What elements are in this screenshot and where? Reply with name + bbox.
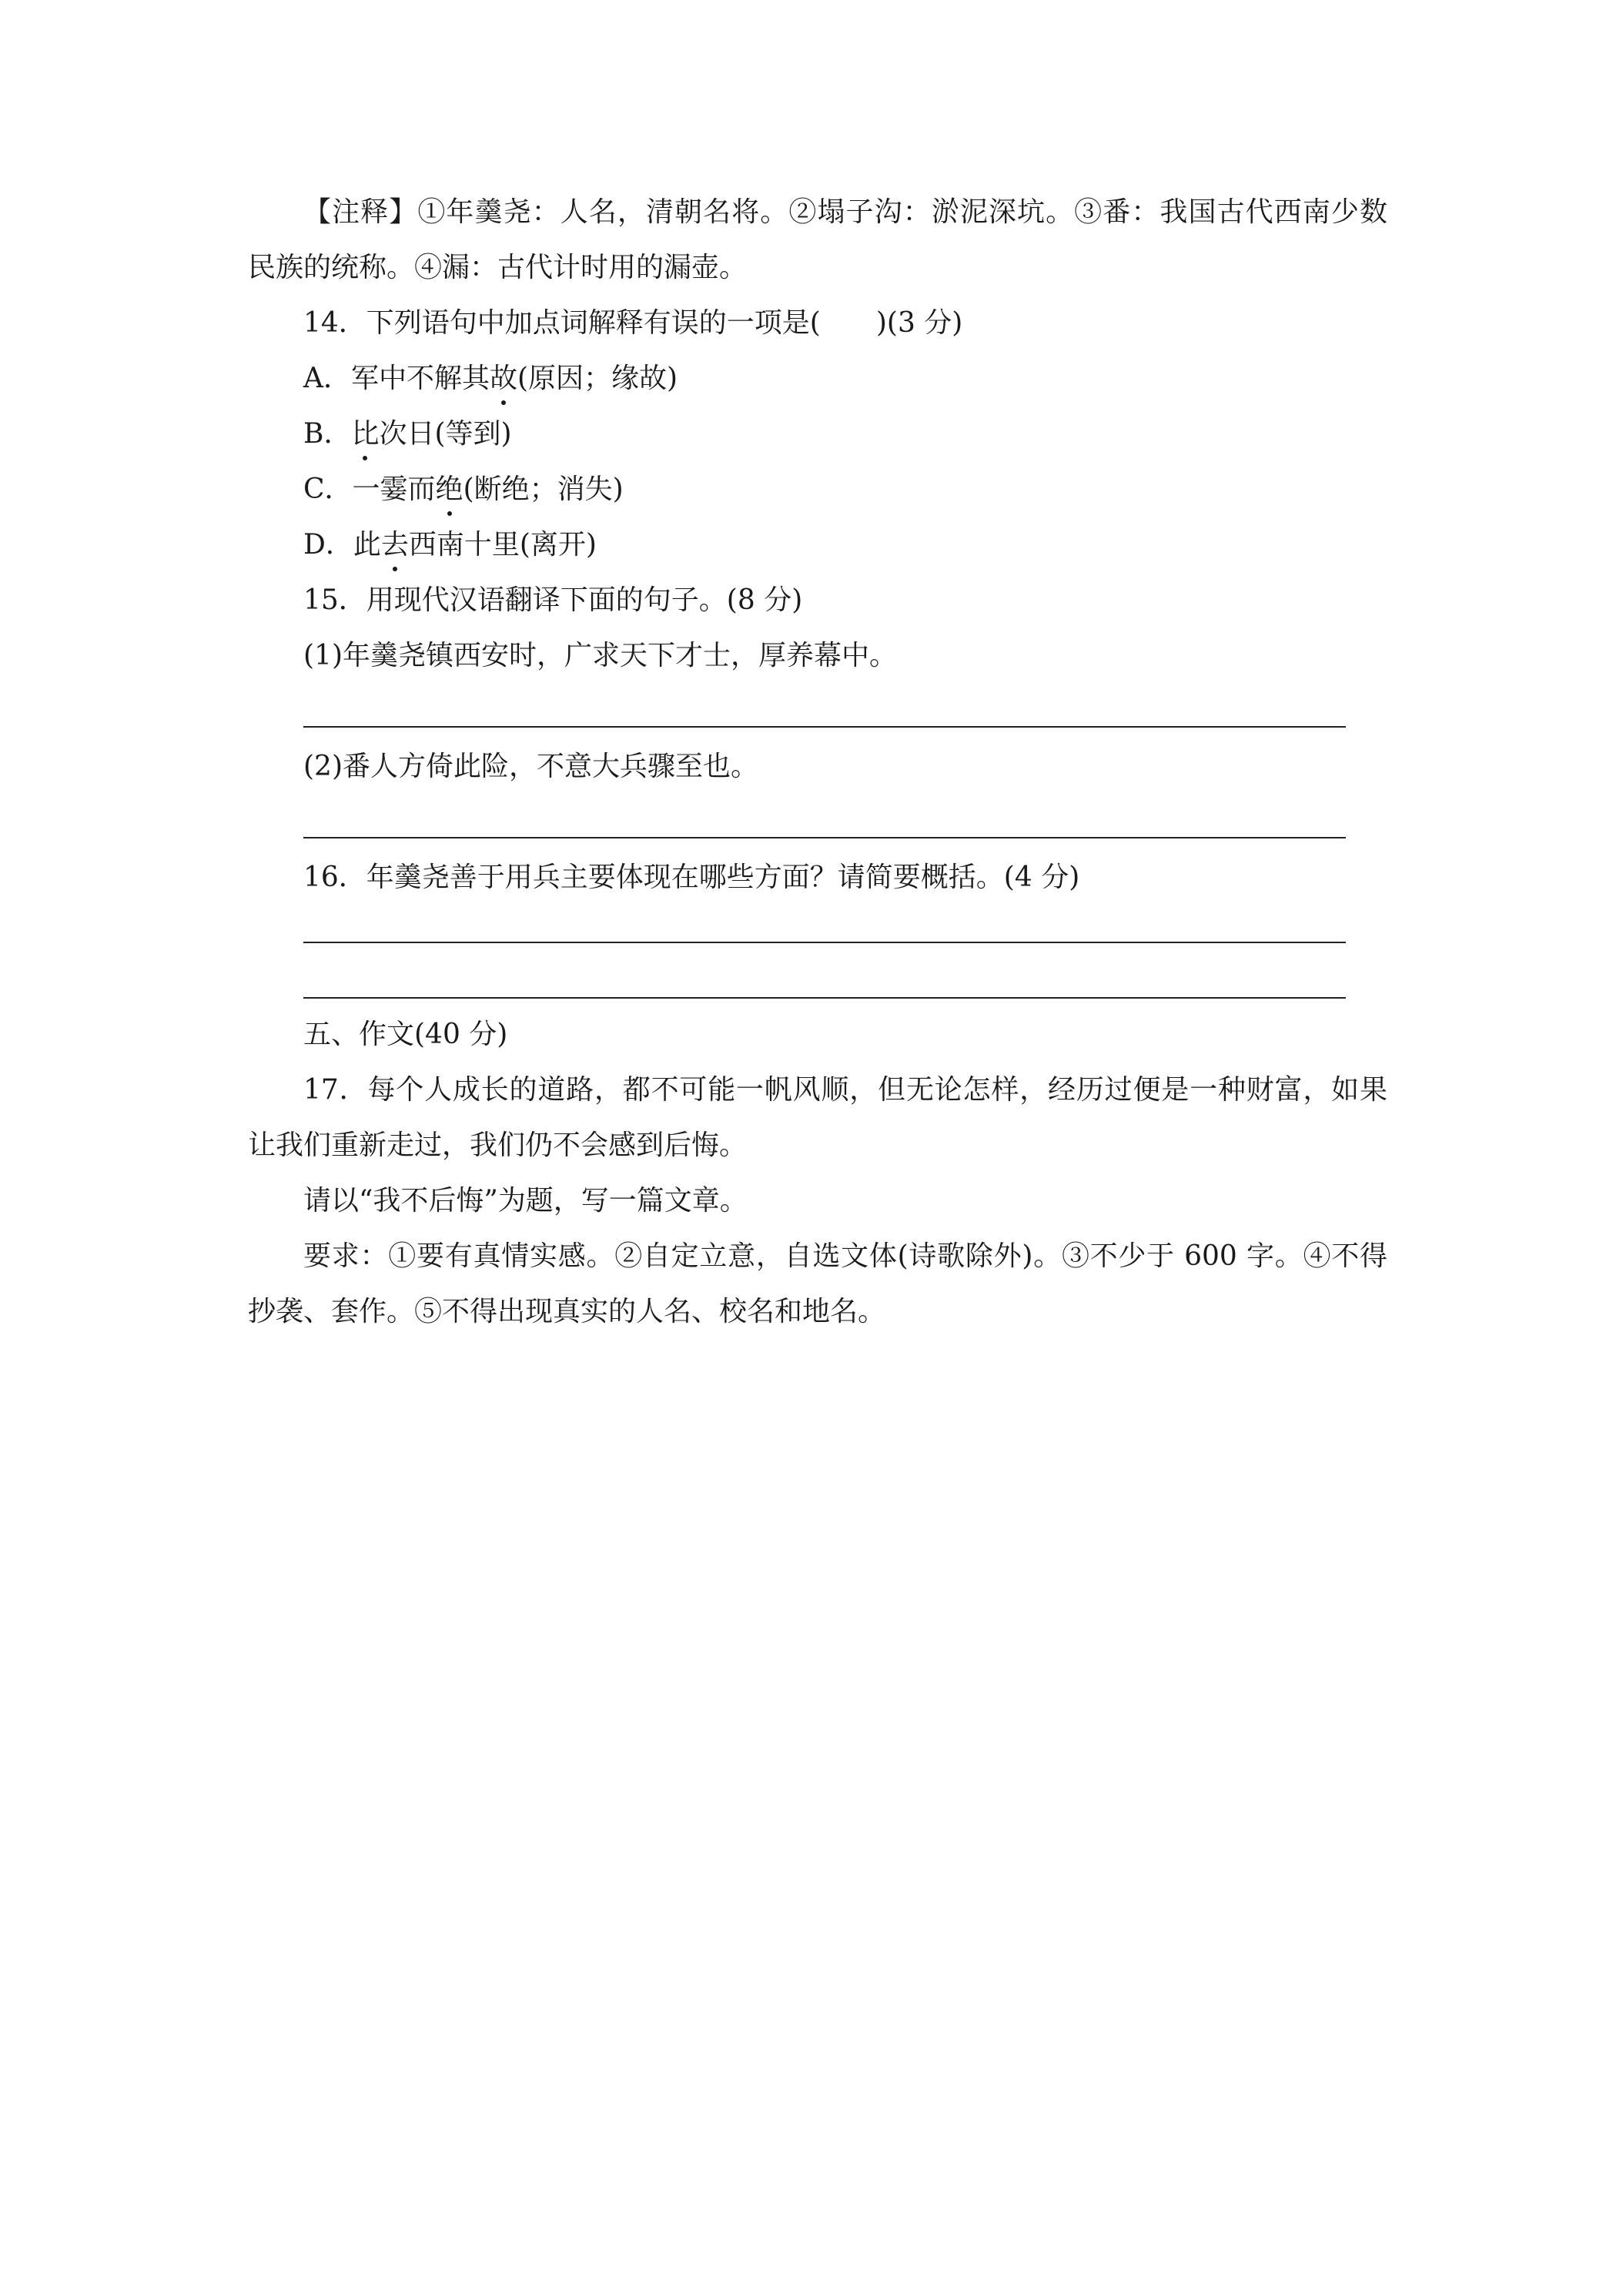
question-14-stem: 14．下列语句中加点词解释有误的一项是( )(3 分) [303, 307, 963, 339]
option-a-dotted-word: 故 [490, 360, 517, 397]
question-14-option-b [303, 416, 512, 453]
question-16-stem: 16．年羹尧善于用兵主要体现在哪些方面？请简要概括。(4 分) [303, 862, 1080, 893]
option-c-dotted-word: 绝 [436, 471, 463, 508]
question-15-sentence-1: (1)年羹尧镇西安时，广求天下才士，厚养幕中。 [303, 640, 897, 671]
question-15-sentence-2: (2)番人方倚此险，不意大兵骤至也。 [303, 751, 758, 782]
answer-line-16-1[interactable] [303, 942, 1346, 943]
option-d-text: D．此 [303, 529, 381, 561]
option-b-dotted-word: 比 [351, 416, 379, 453]
question-14-option-c [303, 471, 624, 508]
question-17-requirements-1: 要求：①要有真情实感。②自定立意，自选文体(诗歌除外)。③不少于 600 字。④不得 [303, 1240, 1387, 1272]
option-a-gloss: (原因；缘故) [517, 363, 678, 394]
question-17-line-2: 让我们重新走过，我们仍不会感到后悔。 [248, 1130, 748, 1161]
answer-line-15-2[interactable] [303, 837, 1346, 838]
annotation-line-2: 民族的统称。④漏：古代计时用的漏壶。 [248, 252, 748, 283]
option-a-text: A．军中不解其 [303, 363, 490, 394]
option-c-gloss: (断绝；消失) [463, 474, 624, 505]
answer-line-16-2[interactable] [303, 997, 1346, 999]
section-5-title: 五、作文(40 分) [303, 1019, 508, 1050]
question-14-option-d [303, 527, 597, 564]
option-d-dotted-word: 去 [381, 527, 409, 564]
question-15-stem: 15．用现代汉语翻译下面的句子。(8 分) [303, 584, 803, 616]
answer-line-15-1[interactable] [303, 726, 1346, 728]
question-17-requirements-2: 抄袭、套作。⑤不得出现真实的人名、校名和地名。 [248, 1296, 886, 1327]
option-d-gloss: 西南十里(离开) [408, 529, 597, 561]
question-17-prompt: 请以“我不后悔”为题，写一篇文章。 [303, 1185, 748, 1217]
option-c-text: C．一霎而 [303, 474, 436, 505]
question-14-option-a [303, 360, 678, 397]
question-17-line-1: 17．每个人成长的道路，都不可能一帆风顺，但无论怎样，经历过便是一种财富，如果 [303, 1074, 1387, 1106]
option-b-gloss: 次日(等到) [379, 418, 512, 450]
option-b-text: B． [303, 418, 352, 450]
annotation-line-1: 【注释】①年羹尧：人名，清朝名将。②塌子沟：淤泥深坑。③番：我国古代西南少数 [303, 196, 1387, 228]
